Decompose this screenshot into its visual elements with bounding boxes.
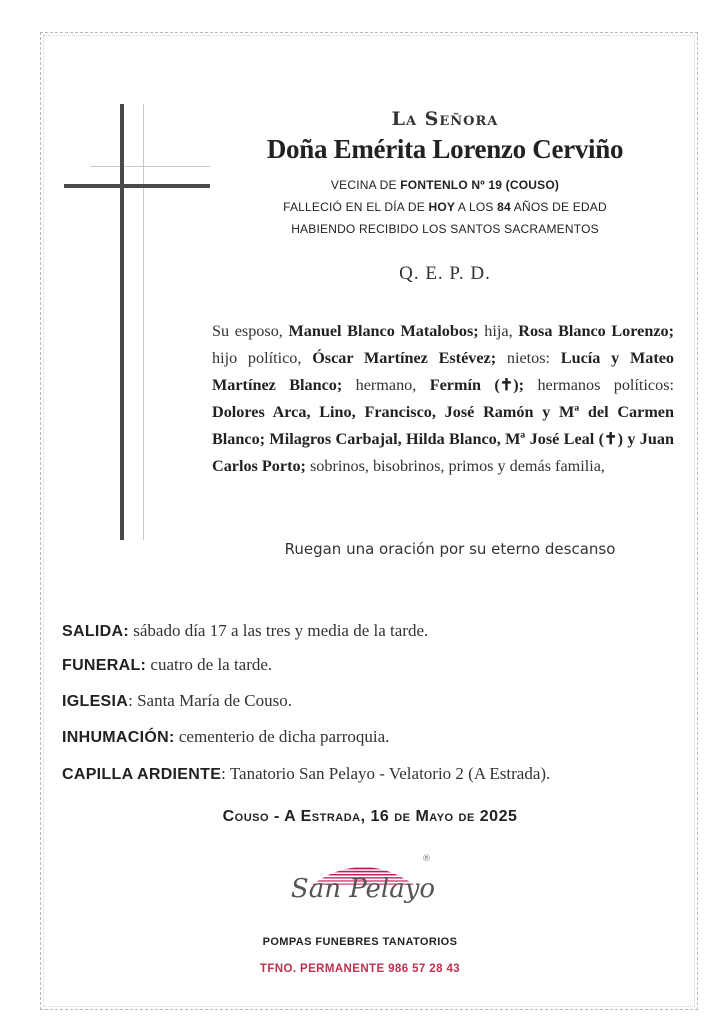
sacraments-line: HABIENDO RECIBIDO LOS SANTOS SACRAMENTOS	[291, 222, 599, 236]
detail-salida: SALIDA: sábado día 17 a las tres y media de la tarde.	[62, 621, 429, 640]
logo-stripe	[290, 858, 436, 860]
logo-stripe	[290, 868, 436, 870]
death-line: FALLECIÓ EN EL DÍA DE HOY A LOS 84 AÑOS DE EDAD	[283, 200, 607, 214]
company-tagline: POMPAS FUNEBRES TANATORIOS	[262, 936, 458, 948]
cross-icon	[60, 104, 210, 544]
logo-text: San Pelayo	[290, 874, 436, 904]
detail-iglesia: IGLESIA: Santa María de Couso.	[62, 691, 292, 710]
registered-mark: ®	[422, 854, 431, 864]
family-paragraph: Su esposo, Manuel Blanco Matalobos; hija, Rosa Blanco Lorenzo; hijo político, Óscar Martínez Estévez; nietos: Lucía y Mateo Martínez Blanco; hermano, Fermín (✝); hermanos políticos: Dolores Arca, Lino, Francisco, José Ramón y Mª del Carmen Blanco; Milagros Carbajal, Hilda Blanco, Mª José Leal (✝) y Juan Carlos Porto; sobrinos, bisobrinos, primos y demás familia,	[212, 322, 675, 475]
prayer-line: Ruegan una oración por su eterno descanso	[284, 540, 616, 558]
detail-inhumacion: INHUMACIÓN: cementerio de dicha parroquia.	[62, 727, 390, 746]
qepd: Q. E. P. D.	[399, 263, 491, 284]
place-date: Couso - A Estrada, 16 de Mayo de 2025	[222, 808, 518, 825]
residence-line: VECINA DE FONTENLO Nº 19 (COUSO)	[330, 178, 560, 192]
logo-stripe	[290, 864, 436, 866]
logo-stripe	[290, 871, 436, 873]
company-logo	[290, 852, 436, 922]
detail-capilla: CAPILLA ARDIENTE: Tanatorio San Pelayo - Velatorio 2 (A Estrada).	[62, 764, 551, 783]
phone-number: TFNO. PERMANENTE 986 57 28 43	[259, 963, 461, 975]
detail-funeral: FUNERAL: cuatro de la tarde.	[62, 655, 273, 674]
logo-stripe	[290, 861, 436, 863]
deceased-name: Doña Emérita Lorenzo Cerviño	[266, 134, 624, 164]
title: La Señora	[391, 108, 499, 130]
